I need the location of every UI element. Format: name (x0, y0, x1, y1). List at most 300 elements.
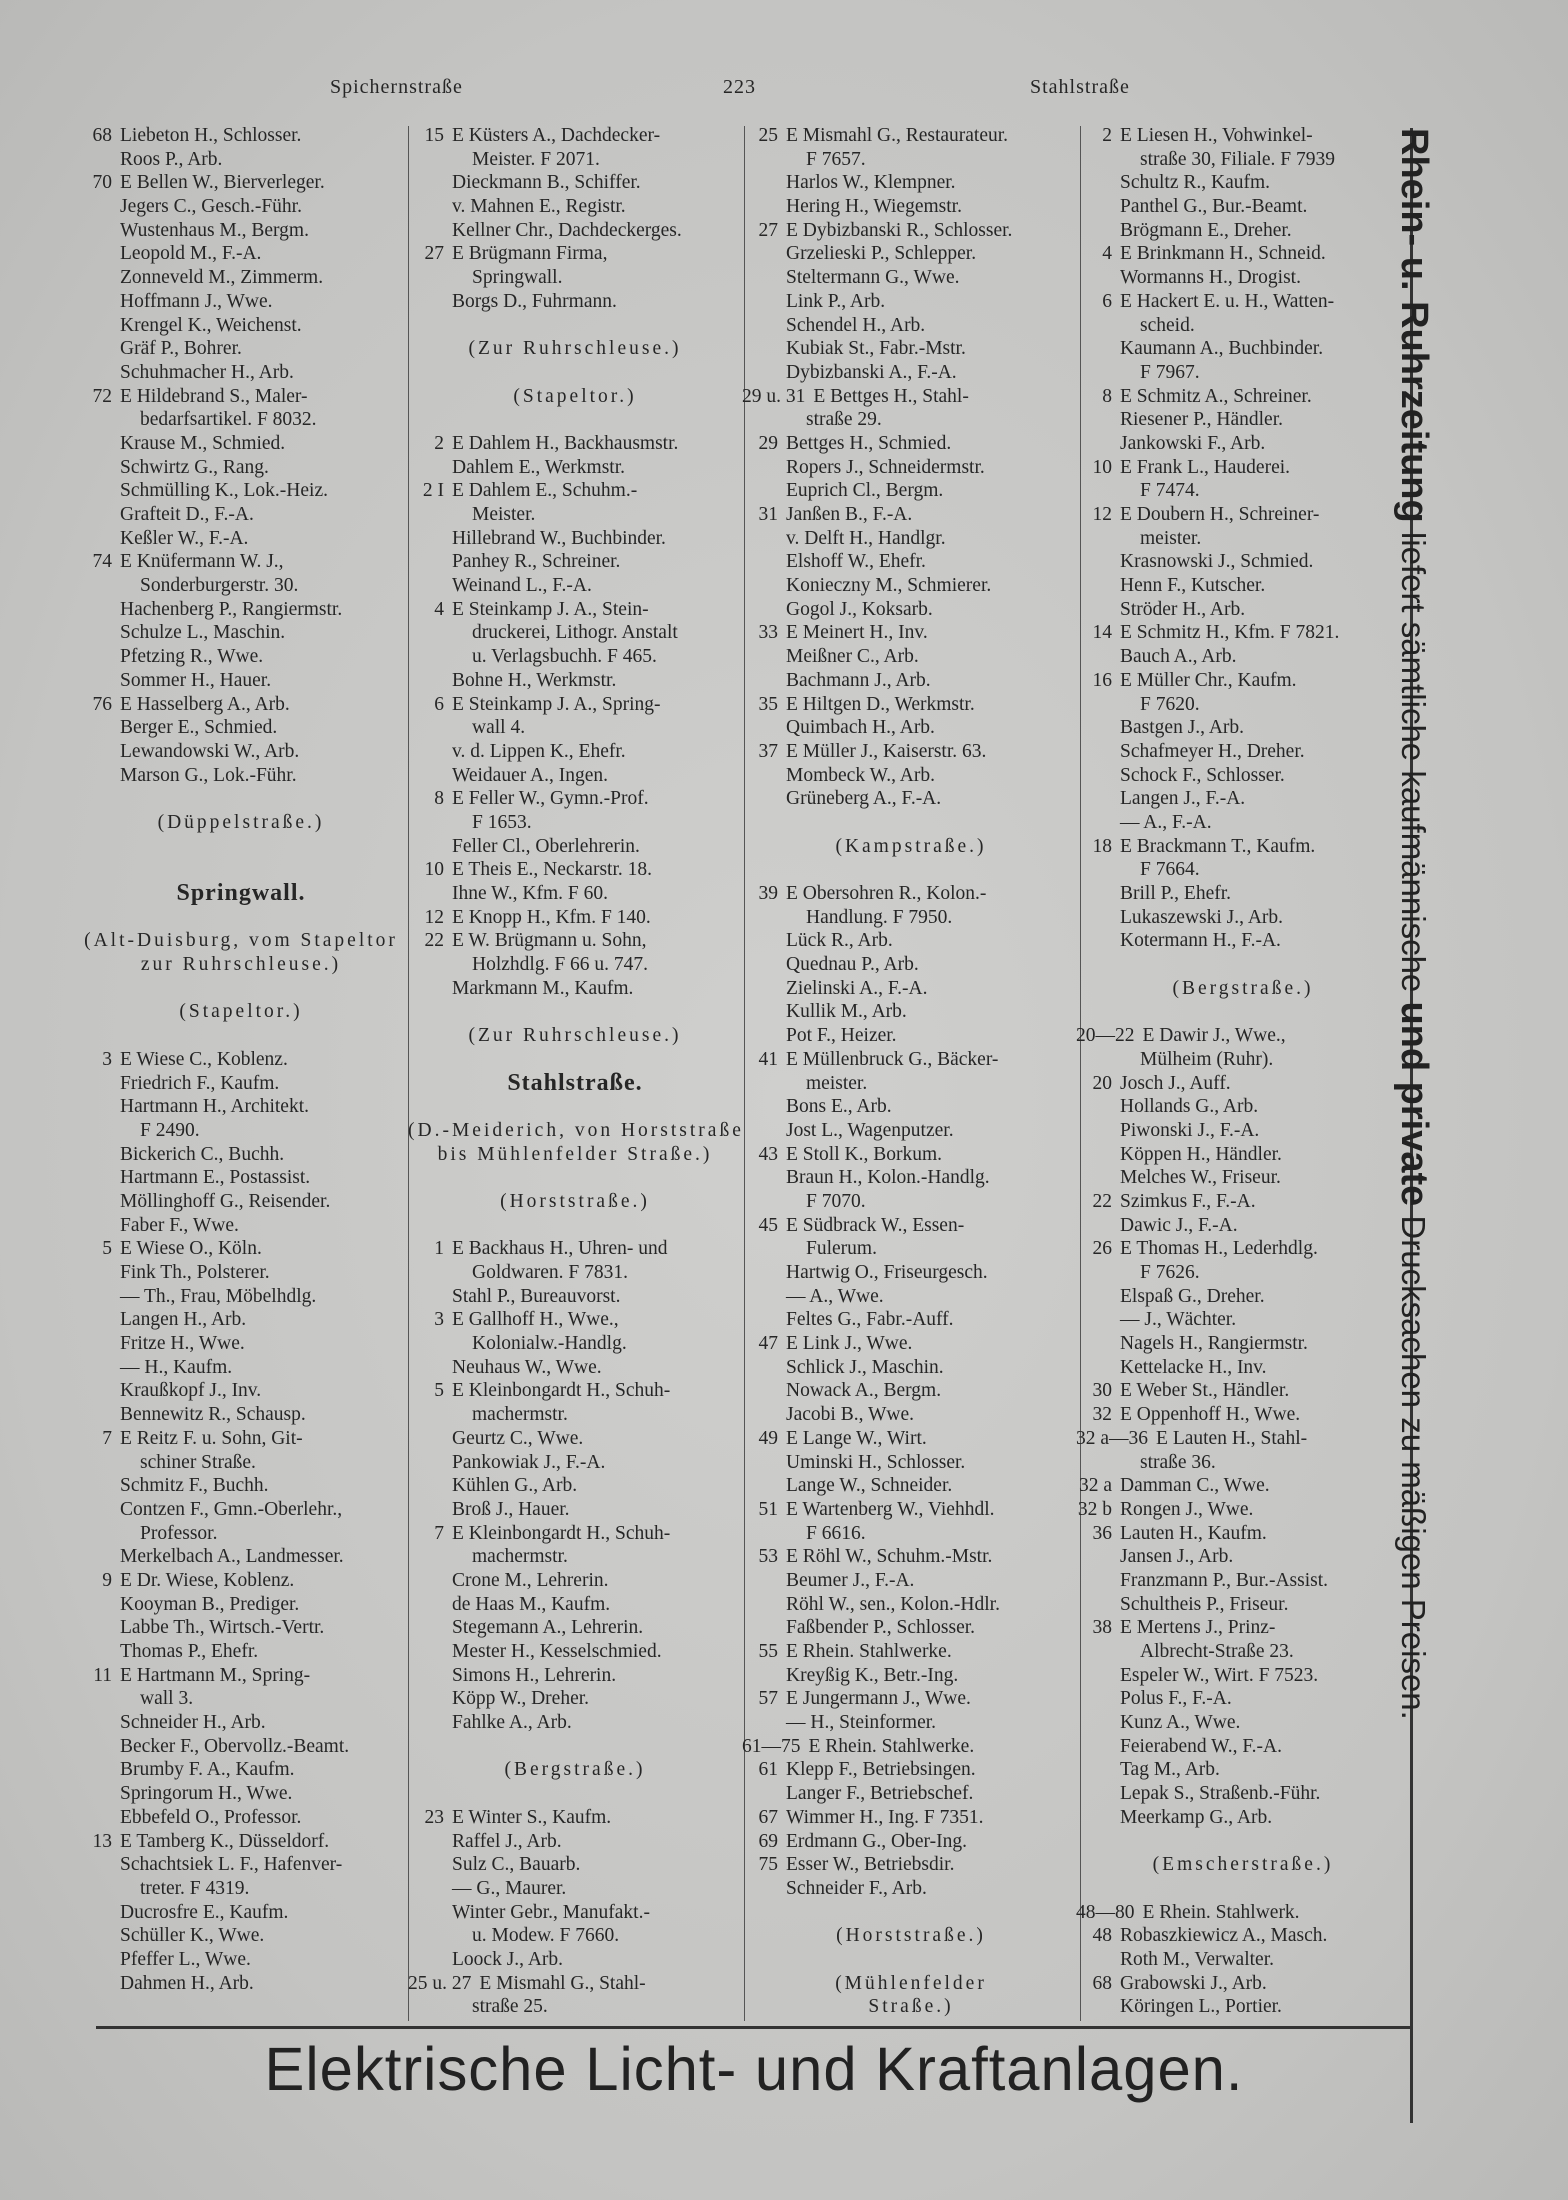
address-entry (408, 858, 742, 882)
entry-continuation: Handlung. F 7950. (806, 906, 953, 928)
resident-entry: Nowack A., Bergm. (786, 1380, 942, 1402)
resident-entry: Kraußkopf J., Inv. (120, 1380, 262, 1402)
house-number: 38 (1092, 1617, 1112, 1639)
resident-entry: Köringen L., Portier. (1120, 1996, 1282, 2018)
resident-text: E Steinkamp J. A., Spring- (452, 693, 661, 715)
resident-entry: Broß J., Hauer. (452, 1498, 570, 1520)
resident-entry: Wormanns H., Drogist. (1120, 267, 1301, 289)
address-entry (408, 1379, 742, 1403)
resident-text: E Brügmann Firma, (452, 243, 608, 265)
resident-text: E Hildebrand S., Maler- (120, 385, 308, 407)
house-number: 32 b (1077, 1498, 1112, 1520)
resident-entry: Hollands G., Arb. (1120, 1096, 1259, 1118)
resident-entry: Berger E., Schmied. (120, 717, 278, 739)
blank-line (408, 1166, 742, 1190)
resident-text: E Weber St., Händler. (1120, 1380, 1290, 1402)
resident-entry: Roos P., Arb. (120, 148, 223, 170)
address-entry (1076, 1190, 1410, 1214)
resident-entry: Schwirtz G., Rang. (120, 456, 269, 478)
resident-entry: Grüneberg A., F.-A. (786, 788, 942, 810)
house-number: 48 (1092, 1925, 1112, 1947)
resident-entry: — H., Steinformer. (786, 1712, 937, 1734)
house-number: 27 (424, 243, 444, 265)
address-entry (408, 929, 742, 953)
house-number: 25 (758, 125, 778, 146)
side-ad-text-3: private (1393, 1071, 1435, 1207)
resident-entry: Stegemann A., Lehrerin. (452, 1617, 644, 1639)
house-number: 2 I (422, 480, 444, 502)
resident-entry: Schmitz F., Buchh. (120, 1475, 269, 1497)
address-entry (1076, 1522, 1410, 1546)
resident-entry: Fritze H., Wwe. (120, 1333, 245, 1355)
house-number: 33 (758, 622, 778, 644)
house-number: 5 (434, 1380, 444, 1402)
resident-text: E Müller J., Kaiserstr. 63. (786, 740, 987, 762)
resident-text: Liebeton H., Schlosser. (120, 125, 302, 146)
address-entry (1076, 1379, 1410, 1403)
resident-entry: Loock J., Arb. (452, 1948, 564, 1970)
house-number: 69 (758, 1830, 778, 1852)
resident-entry: Contzen F., Gmn.-Oberlehr., (120, 1498, 343, 1520)
entry-continuation: machermstr. (472, 1404, 568, 1426)
house-number: 35 (758, 693, 778, 715)
resident-entry: Faber F., Wwe. (120, 1214, 239, 1236)
resident-text: Josch J., Auff. (1120, 1072, 1231, 1094)
house-number: 2 (434, 432, 444, 454)
house-number: 10 (424, 859, 444, 881)
house-number: 57 (758, 1688, 778, 1710)
resident-entry: — H., Kaufm. (120, 1356, 233, 1378)
house-number: 22 (424, 930, 444, 952)
address-entry (1076, 1616, 1410, 1640)
resident-entry: Keßler W., F.-A. (120, 527, 249, 549)
resident-entry: Merkelbach A., Landmesser. (120, 1546, 344, 1568)
resident-entry: Marson G., Lok.-Führ. (120, 764, 297, 786)
resident-text: E Gallhoff H., Wwe., (452, 1309, 619, 1331)
entry-continuation: Mülheim (Ruhr). (1140, 1048, 1274, 1070)
resident-entry: Röhl W., sen., Kolon.-Hdlr. (786, 1593, 1000, 1615)
house-number: 75 (758, 1854, 778, 1876)
resident-entry: — J., Wächter. (1120, 1309, 1237, 1331)
resident-entry: Gräf P., Bohrer. (120, 338, 242, 360)
address-entry (742, 621, 1080, 645)
address-entry (76, 124, 406, 148)
address-entry (1076, 669, 1410, 693)
resident-text: E Kleinbongardt H., Schuh- (452, 1522, 671, 1544)
entry-continuation: scheid. (1140, 314, 1195, 336)
resident-entry: Bickerich C., Buchh. (120, 1143, 285, 1165)
address-entry (742, 219, 1080, 243)
resident-entry: Geurtz C., Wwe. (452, 1427, 584, 1449)
address-entry (76, 1237, 406, 1261)
resident-entry: Friedrich F., Kaufm. (120, 1072, 280, 1094)
resident-entry: Krause M., Schmied. (120, 432, 286, 454)
resident-entry: Winter Gebr., Manufakt.- (452, 1901, 650, 1923)
entry-continuation: u. Verlagsbuchh. F 465. (472, 646, 657, 668)
entry-continuation: F 7620. (1140, 693, 1200, 715)
entry-continuation: Meister. F 2071. (472, 148, 600, 170)
resident-text: E Knopp H., Kfm. F 140. (452, 906, 651, 928)
resident-text: E Hasselberg A., Arb. (120, 693, 290, 715)
address-entry (742, 1143, 1080, 1167)
resident-entry: Springorum H., Wwe. (120, 1783, 293, 1805)
address-entry (408, 124, 742, 148)
address-entry (1076, 1474, 1410, 1498)
resident-entry: Hartwig O., Friseurgesch. (786, 1262, 988, 1283)
address-entry (1076, 1924, 1410, 1948)
house-number: 13 (92, 1830, 112, 1852)
resident-entry: — G., Maurer. (452, 1877, 567, 1899)
address-entry (76, 1569, 406, 1593)
resident-entry: Bauch A., Arb. (1120, 646, 1237, 668)
bottom-advertisement: Elektrische Licht- und Kraftanlagen. (264, 2035, 1244, 2103)
blank-line (408, 1782, 742, 1806)
address-entry (408, 1308, 742, 1332)
resident-entry: Zielinski A., F.-A. (786, 977, 928, 999)
resident-entry: Thomas P., Ehefr. (120, 1641, 259, 1662)
address-entry (408, 479, 742, 503)
address-entry (76, 171, 406, 195)
resident-text: Robaszkiewicz A., Masch. (1120, 1925, 1328, 1947)
house-number: 20 (1092, 1072, 1112, 1094)
entry-continuation: wall 3. (140, 1688, 194, 1710)
resident-entry: Schneider F., Arb. (786, 1877, 927, 1899)
resident-entry: Ihne W., Kfm. F 60. (452, 883, 608, 904)
house-number: 41 (758, 1048, 778, 1070)
resident-entry: Kunz A., Wwe. (1120, 1712, 1241, 1734)
house-number: 30 (1092, 1380, 1112, 1402)
resident-entry: Meerkamp G., Arb. (1120, 1806, 1273, 1828)
resident-entry: Langen H., Arb. (120, 1309, 247, 1331)
entry-continuation: F 7070. (806, 1190, 866, 1212)
cross-street-label: (Horststraße.) (836, 1925, 986, 1947)
resident-entry: Weidauer A., Ingen. (452, 764, 608, 786)
entry-continuation: F 7657. (806, 148, 866, 170)
resident-entry: Kullik M., Arb. (786, 1001, 907, 1023)
resident-text: E Dawir J., Wwe., (1142, 1025, 1286, 1047)
resident-entry: Piwonski J., F.-A. (1120, 1119, 1260, 1141)
page-number: 223 (723, 76, 756, 98)
resident-entry: Weinand L., F.-A. (452, 575, 592, 597)
house-number: 5 (102, 1238, 112, 1260)
address-entry (742, 124, 1080, 148)
resident-entry: Hartmann E., Postassist. (120, 1167, 311, 1189)
resident-entry: Langen J., F.-A. (1120, 788, 1246, 810)
resident-entry: Lück R., Arb. (786, 930, 893, 952)
resident-entry: Franzmann P., Bur.-Assist. (1120, 1569, 1329, 1591)
house-number: 7 (102, 1427, 112, 1449)
resident-text: E Lauten H., Stahl- (1156, 1427, 1308, 1449)
entry-continuation: treter. F 4319. (140, 1877, 250, 1899)
blank-line (76, 787, 406, 811)
resident-text: E Mertens J., Prinz- (1120, 1617, 1276, 1639)
resident-entry: Bachmann J., Arb. (786, 669, 931, 691)
resident-entry: Beumer J., F.-A. (786, 1569, 915, 1591)
resident-text: E Doubern H., Schreiner- (1120, 504, 1320, 525)
address-entry (742, 1640, 1080, 1664)
address-entry (1076, 621, 1410, 645)
entry-continuation: machermstr. (472, 1546, 568, 1568)
resident-entry: Labbe Th., Wirtsch.-Vertr. (120, 1617, 325, 1639)
resident-entry: Kotermann H., F.-A. (1120, 930, 1281, 952)
resident-entry: Euprich Cl., Bergm. (786, 480, 944, 502)
address-entry (1076, 503, 1410, 527)
house-number: 72 (92, 385, 112, 407)
resident-text: E Wiese O., Köln. (120, 1238, 262, 1260)
cross-street-label: (Mühlenfelder (835, 1972, 987, 1994)
entry-continuation: Meister. (472, 504, 536, 525)
address-entry (742, 1498, 1080, 1522)
side-advertisement (1393, 128, 1434, 2123)
blank-line (76, 906, 406, 930)
side-ad-text-1: liefert sämtliche kaufmännische (1395, 522, 1432, 1002)
house-number: 32 (1092, 1404, 1112, 1426)
entry-continuation: schiner Straße. (140, 1451, 256, 1473)
resident-entry: Kreyßig K., Betr.-Ing. (786, 1664, 959, 1686)
address-entry (408, 432, 742, 456)
resident-text: Szimkus F., F.-A. (1120, 1190, 1256, 1212)
blank-line (1076, 1877, 1410, 1901)
column-1 (76, 124, 406, 1995)
house-number: 4 (434, 598, 444, 620)
resident-entry: Lepak S., Straßenb.-Führ. (1120, 1783, 1321, 1805)
house-number: 1 (434, 1238, 444, 1260)
resident-entry: Panthel G., Bur.-Beamt. (1120, 196, 1308, 218)
resident-text: E Rhein. Stahlwerke. (786, 1641, 952, 1662)
resident-text: E Steinkamp J. A., Stein- (452, 598, 649, 620)
entry-continuation: straße 36. (1140, 1451, 1216, 1473)
resident-entry: Fink Th., Polsterer. (120, 1262, 270, 1283)
side-ad-newspaper: Rhein- u. Ruhrzeitung (1393, 128, 1435, 523)
resident-entry: Riesener P., Händler. (1120, 409, 1284, 431)
resident-text: E Kleinbongardt H., Schuh- (452, 1380, 671, 1402)
resident-entry: Konieczny M., Schmierer. (786, 575, 992, 597)
resident-entry: Markmann M., Kaufm. (452, 977, 634, 999)
address-entry (742, 882, 1080, 906)
house-number: 6 (1102, 290, 1112, 312)
resident-entry: Link P., Arb. (786, 290, 886, 312)
address-entry (742, 1758, 1080, 1782)
address-entry (408, 598, 742, 622)
entry-continuation: wall 4. (472, 717, 526, 739)
resident-text: Janßen B., F.-A. (786, 504, 913, 525)
house-number: 36 (1092, 1522, 1112, 1544)
address-entry (742, 503, 1080, 527)
resident-entry: Köppen H., Händler. (1120, 1143, 1282, 1165)
resident-entry: Lange W., Schneider. (786, 1475, 953, 1497)
resident-text: Klepp F., Betriebsingen. (786, 1759, 976, 1781)
address-entry (1076, 835, 1410, 859)
blank-line (408, 314, 742, 338)
entry-continuation: Goldwaren. F 7831. (472, 1262, 628, 1283)
resident-entry: Ströder H., Arb. (1120, 598, 1246, 620)
resident-text: E Winter S., Kaufm. (452, 1806, 612, 1828)
address-entry (742, 385, 1080, 409)
resident-entry: v. d. Lippen K., Ehefr. (452, 740, 626, 762)
entry-continuation: straße 30, Filiale. F 7939 (1140, 148, 1335, 170)
resident-entry: Ducrosfre E., Kaufm. (120, 1901, 289, 1923)
address-entry (1076, 290, 1410, 314)
running-header-right: Stahlstraße (1030, 76, 1130, 98)
blank-line (742, 858, 1080, 882)
address-entry (742, 432, 1080, 456)
resident-entry: Steltermann G., Wwe. (786, 267, 960, 289)
resident-entry: Bohne H., Werkmstr. (452, 669, 617, 691)
resident-entry: Sulz C., Bauarb. (452, 1854, 581, 1876)
house-number: 47 (758, 1333, 778, 1355)
resident-text: E Frank L., Hauderei. (1120, 456, 1291, 478)
resident-entry: Hering H., Wiegemstr. (786, 196, 962, 218)
house-number: 22 (1092, 1190, 1112, 1212)
resident-entry: Feierabend W., F.-A. (1120, 1735, 1282, 1757)
resident-entry: Lukaszewski J., Arb. (1120, 906, 1284, 928)
entry-continuation: u. Modew. F 7660. (472, 1925, 620, 1947)
resident-entry: Kellner Chr., Dachdeckerges. (452, 219, 682, 241)
house-number: 37 (758, 740, 778, 762)
address-entry (742, 1806, 1080, 1830)
resident-entry: Stahl P., Bureauvorst. (452, 1285, 621, 1307)
blank-line (1076, 1830, 1410, 1854)
resident-entry: Pfeffer L., Wwe. (120, 1948, 251, 1970)
running-header-left: Spichernstraße (330, 76, 463, 98)
house-number: 51 (758, 1498, 778, 1520)
address-entry (76, 1830, 406, 1854)
resident-entry: Braun H., Kolon.-Handlg. (786, 1167, 990, 1189)
resident-text: Wimmer H., Ing. F 7351. (786, 1806, 984, 1828)
address-entry (408, 906, 742, 930)
resident-entry: Nagels H., Rangiermstr. (1120, 1333, 1308, 1355)
resident-entry: Bastgen J., Arb. (1120, 717, 1245, 739)
resident-text: E Mismahl G., Restaurateur. (786, 125, 1009, 146)
cross-street-label: zur Ruhrschleuse.) (140, 954, 342, 976)
resident-entry: Schulze L., Maschin. (120, 622, 286, 644)
house-number: 25 u. 27 (408, 1972, 472, 1994)
cross-street-label: (Stapeltor.) (513, 385, 637, 407)
resident-text: E Müller Chr., Kaufm. (1120, 669, 1297, 691)
cross-street-label: (Düppelstraße.) (157, 811, 325, 833)
house-number: 74 (92, 551, 112, 573)
resident-entry: Pankowiak J., F.-A. (452, 1451, 606, 1473)
house-number: 12 (424, 906, 444, 928)
resident-entry: Meißner C., Arb. (786, 646, 919, 668)
resident-entry: Kettelacke H., Inv. (1120, 1356, 1267, 1378)
resident-text: Erdmann G., Ober-Ing. (786, 1830, 968, 1852)
resident-entry: Brumby F. A., Kaufm. (120, 1759, 295, 1781)
resident-entry: Lewandowski W., Arb. (120, 740, 300, 762)
resident-entry: Grafteit D., F.-A. (120, 504, 254, 525)
resident-text: Grabowski J., Arb. (1120, 1972, 1267, 1994)
resident-entry: Crone M., Lehrerin. (452, 1569, 609, 1591)
house-number: 70 (92, 172, 112, 194)
resident-text: Rongen J., Wwe. (1120, 1498, 1254, 1520)
resident-text: E Schmitz A., Schreiner. (1120, 385, 1312, 407)
resident-entry: Jost L., Wagenputzer. (786, 1119, 954, 1141)
resident-entry: Jankowski F., Arb. (1120, 432, 1266, 454)
resident-text: E Lange W., Wirt. (786, 1427, 927, 1449)
resident-text: E Meinert H., Inv. (786, 622, 928, 644)
resident-text: E Küsters A., Dachdecker- (452, 125, 661, 146)
house-number: 14 (1092, 622, 1112, 644)
resident-text: Lauten H., Kaufm. (1120, 1522, 1267, 1544)
resident-entry: Bons E., Arb. (786, 1096, 892, 1118)
address-entry (408, 1522, 742, 1546)
address-entry (408, 1806, 742, 1830)
resident-entry: v. Delft H., Handlgr. (786, 527, 946, 549)
resident-entry: Kaumann A., Buchbinder. (1120, 338, 1324, 360)
resident-entry: Sommer H., Hauer. (120, 669, 272, 691)
blank-line (742, 1901, 1080, 1925)
resident-entry: Grzelieski P., Schlepper. (786, 243, 977, 265)
house-number: 32 a—36 (1076, 1427, 1149, 1449)
entry-continuation: bedarfsartikel. F 8032. (140, 409, 317, 431)
resident-entry: Uminski H., Schlosser. (786, 1451, 966, 1473)
address-entry (1076, 456, 1410, 480)
resident-entry: Krasnowski J., Schmied. (1120, 551, 1314, 573)
blank-line (408, 1048, 742, 1072)
address-entry (742, 1830, 1080, 1854)
resident-text: E Backhaus H., Uhren- und (452, 1238, 668, 1260)
house-number: 49 (758, 1427, 778, 1449)
address-entry (742, 740, 1080, 764)
house-number: 48—80 (1076, 1901, 1135, 1923)
address-entry (408, 787, 742, 811)
entry-continuation: druckerei, Lithogr. Anstalt (472, 622, 678, 644)
entry-continuation: F 7626. (1140, 1262, 1200, 1283)
cross-street-label: (Horststraße.) (500, 1190, 650, 1212)
resident-entry: Pfetzing R., Wwe. (120, 646, 264, 668)
blank-line (742, 1948, 1080, 1972)
entry-continuation: F 2490. (140, 1119, 200, 1141)
cross-street-label: (Bergstraße.) (1172, 977, 1314, 999)
resident-entry: Jegers C., Gesch.-Führ. (120, 196, 302, 218)
resident-entry: Becker F., Obervollz.-Beamt. (120, 1735, 350, 1757)
resident-text: E Röhl W., Schuhm.-Mstr. (786, 1546, 993, 1568)
resident-entry: Henn F., Kutscher. (1120, 575, 1266, 597)
house-number: 11 (93, 1664, 112, 1686)
blank-line (408, 361, 742, 385)
resident-entry: Krengel K., Weichenst. (120, 314, 302, 336)
house-number: 31 (758, 504, 778, 525)
resident-entry: Melches W., Friseur. (1120, 1167, 1281, 1189)
resident-text: E Rhein. Stahlwerke. (808, 1735, 975, 1757)
resident-entry: Fahlke A., Arb. (452, 1712, 572, 1734)
resident-text: E Link J., Wwe. (786, 1333, 913, 1355)
resident-text: E Liesen H., Vohwinkel- (1120, 125, 1313, 146)
resident-entry: Faßbender P., Schlosser. (786, 1617, 976, 1639)
house-number: 53 (758, 1546, 778, 1568)
side-ad-text-4: Drucksachen zu mäßigen Preisen. (1395, 1206, 1432, 1720)
resident-entry: Jansen J., Arb. (1120, 1546, 1234, 1568)
resident-text: E Rhein. Stahlwerk. (1142, 1901, 1300, 1923)
blank-line (742, 811, 1080, 835)
house-number: 55 (758, 1641, 778, 1662)
resident-entry: Schachtsiek L. F., Hafenver- (120, 1854, 343, 1876)
resident-entry: Schüller K., Wwe. (120, 1925, 265, 1947)
entry-continuation: F 7664. (1140, 859, 1200, 881)
address-entry (1076, 1072, 1410, 1096)
address-entry (1076, 1024, 1410, 1048)
resident-text: E Tamberg K., Düsseldorf. (120, 1830, 330, 1852)
resident-entry: — A., Wwe. (786, 1285, 884, 1307)
resident-text: E Brackmann T., Kaufm. (1120, 835, 1316, 857)
house-number: 3 (434, 1309, 444, 1331)
resident-entry: Feller Cl., Oberlehrerin. (452, 835, 640, 857)
street-title: Stahlstraße. (507, 1069, 643, 1096)
resident-entry: Mester H., Kesselschmied. (452, 1641, 662, 1662)
resident-text: E Knüfermann W. J., (120, 551, 284, 573)
house-number: 12 (1092, 504, 1112, 525)
resident-entry: Elshoff W., Ehefr. (786, 551, 926, 573)
